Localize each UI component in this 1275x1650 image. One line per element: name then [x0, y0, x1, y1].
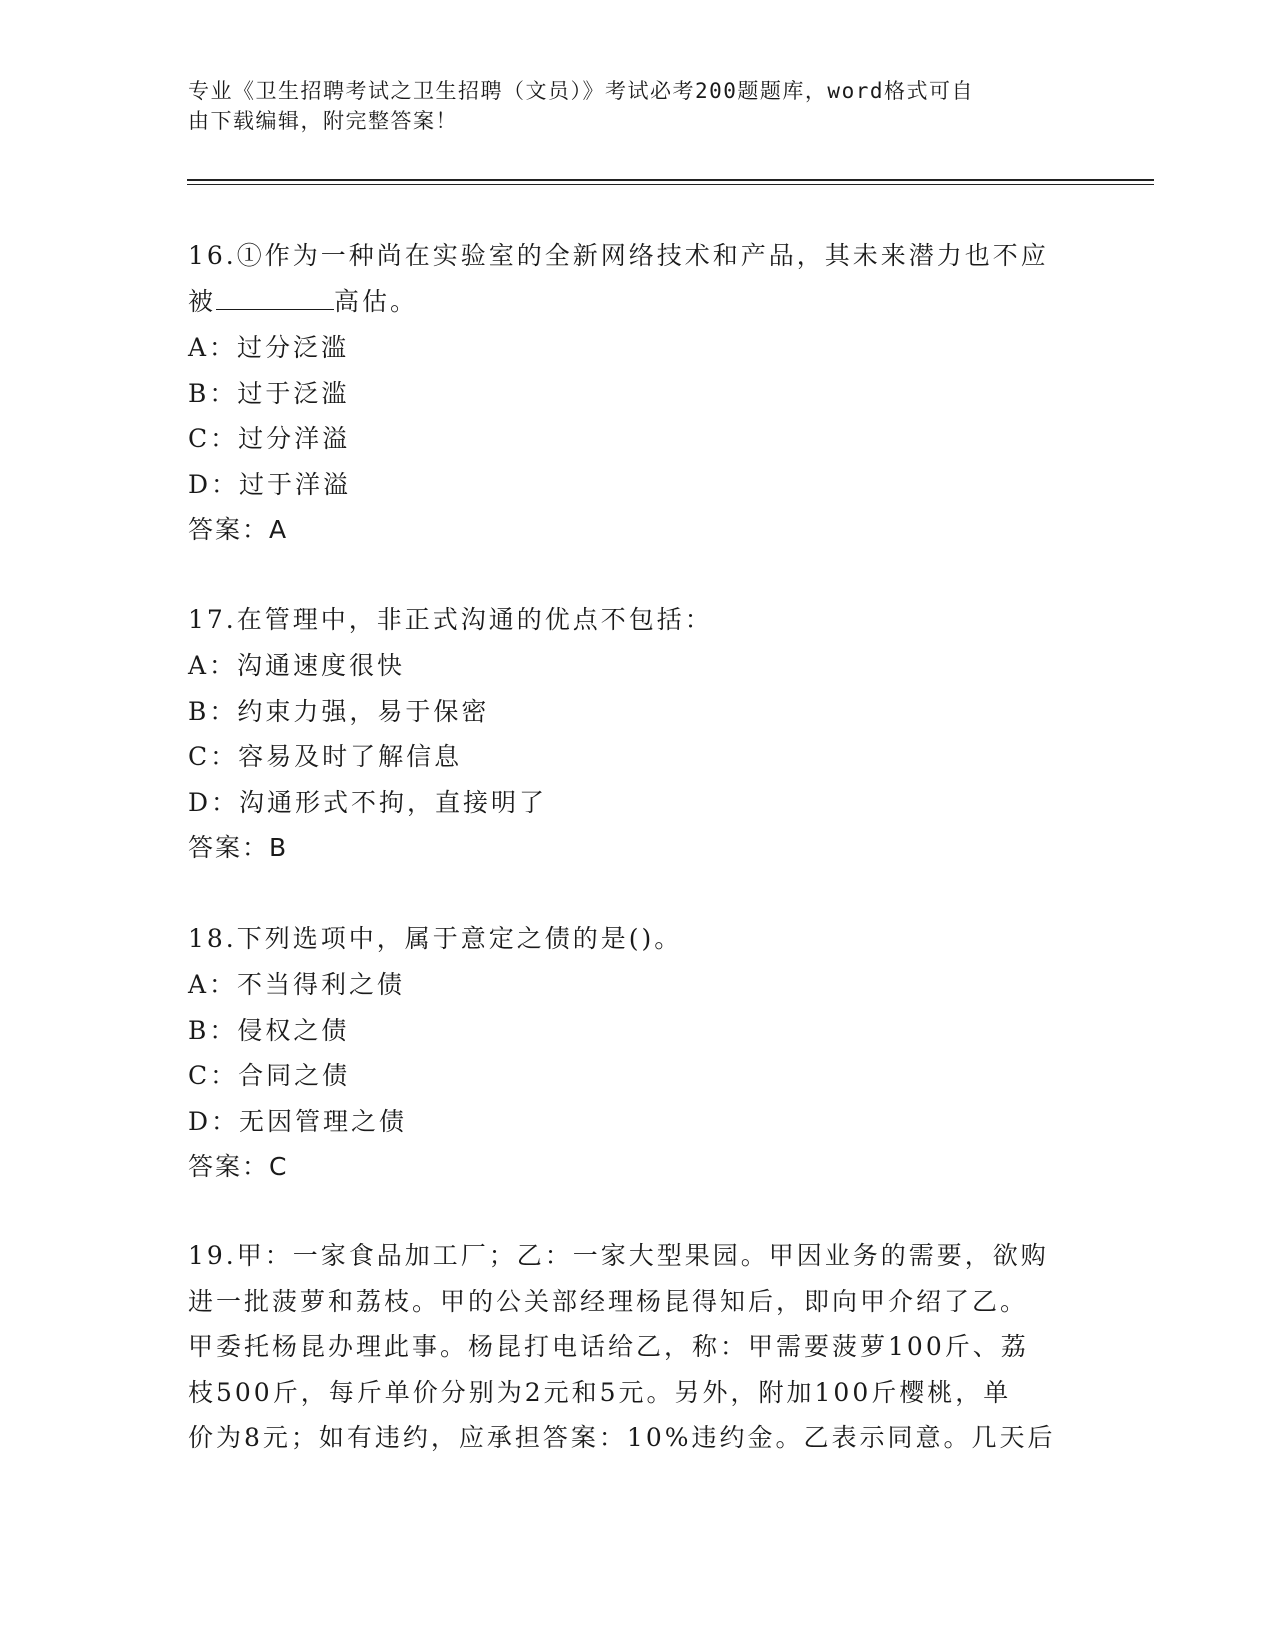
option-c: C：合同之债	[188, 1061, 351, 1090]
question-stem-line-4: 枝500斤，每斤单价分别为2元和5元。另外，附加100斤樱桃，单	[188, 1377, 1012, 1407]
question-stem: 16.①作为一种尚在实验室的全新网络技术和产品，其未来潜力也不应	[188, 241, 1049, 270]
header-divider-thick	[187, 179, 1154, 181]
fill-in-blank	[216, 285, 334, 310]
option-a: A：不当得利之债	[188, 970, 406, 999]
option-b: B：过于泛滥	[188, 378, 350, 408]
option-b: B：侵权之债	[188, 1015, 350, 1045]
answer: 答案：A	[188, 515, 289, 544]
question-stem-continued	[188, 279, 1088, 325]
question-18	[188, 916, 1088, 1190]
question-stem: 18.下列选项中，属于意定之债的是()。	[188, 924, 683, 953]
question-stem-line-5: 价为8元；如有违约，应承担答案：10%违约金。乙表示同意。几天后	[188, 1423, 1056, 1452]
stem-text-after-blank: 高估。	[334, 287, 419, 316]
header-line-1: 专业《卫生招聘考试之卫生招聘（文员）》考试必考200题题库，word格式可自	[188, 79, 974, 103]
question-16	[188, 233, 1088, 553]
question-stem-line-3: 甲委托杨昆办理此事。杨昆打电话给乙，称：甲需要菠萝100斤、荔	[188, 1332, 1029, 1361]
option-c: C：过分洋溢	[188, 424, 351, 453]
option-b: B：约束力强，易于保密	[188, 696, 490, 726]
document-header	[188, 76, 1068, 136]
option-a: A：过分泛滥	[188, 333, 350, 362]
answer: 答案：B	[188, 833, 289, 862]
header-divider-thin	[187, 184, 1154, 185]
question-stem-line-1: 19.甲：一家食品加工厂；乙：一家大型果园。甲因业务的需要，欲购	[188, 1241, 1049, 1270]
option-c: C：容易及时了解信息	[188, 742, 463, 771]
answer: 答案：C	[188, 1152, 289, 1181]
option-d: D：无因管理之债	[188, 1106, 408, 1136]
question-17	[188, 597, 1088, 871]
header-line-2: 由下载编辑，附完整答案！	[188, 109, 458, 133]
question-stem-line-2: 进一批菠萝和荔枝。甲的公关部经理杨昆得知后，即向甲介绍了乙。	[188, 1286, 1029, 1316]
option-d: D：过于洋溢	[188, 469, 352, 499]
stem-text-before-blank: 被	[188, 287, 217, 316]
question-stem: 17.在管理中，非正式沟通的优点不包括：	[188, 605, 713, 634]
option-d: D：沟通形式不拘，直接明了	[188, 787, 548, 817]
option-a: A：沟通速度很快	[188, 651, 406, 680]
question-19	[188, 1233, 1088, 1461]
